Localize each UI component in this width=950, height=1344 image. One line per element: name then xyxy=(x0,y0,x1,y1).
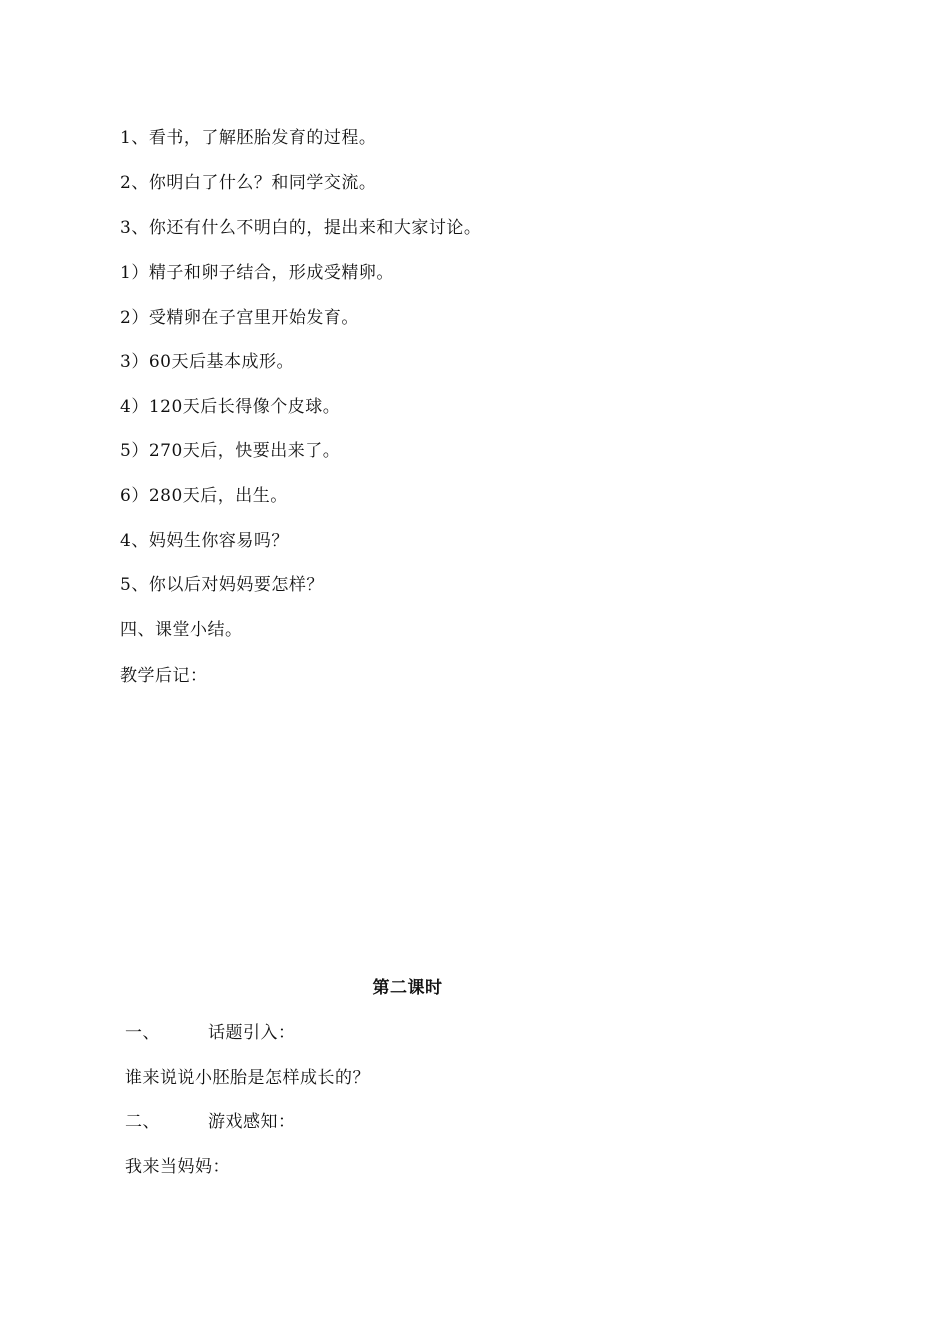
topic-intro-item xyxy=(125,1022,296,1044)
game-perception-item xyxy=(125,1111,296,1133)
question-treat-mother: 5、你以后对妈妈要怎样？ xyxy=(120,575,324,595)
game-perception-number: 二、 xyxy=(125,1112,160,1132)
game-role-play: 我来当妈妈： xyxy=(125,1157,230,1177)
topic-intro-text: 话题引入： xyxy=(208,1023,296,1043)
game-perception-text: 游戏感知： xyxy=(208,1112,296,1132)
question-mother-birth: 4、妈妈生你容易吗？ xyxy=(120,531,289,551)
stage-270-days: 5）270天后，快要出来了。 xyxy=(120,441,341,461)
topic-intro-question: 谁来说说小胚胎是怎样成长的？ xyxy=(125,1068,370,1088)
class-summary: 四、课堂小结。 xyxy=(120,620,243,640)
step-ask-questions: 3、你还有什么不明白的，提出来和大家讨论。 xyxy=(120,218,482,238)
stage-120-days: 4）120天后长得像个皮球。 xyxy=(120,397,341,417)
section-heading: 第二课时 xyxy=(372,978,443,998)
stage-280-days: 6）280天后，出生。 xyxy=(120,486,288,506)
step-understand-share: 2、你明白了什么？和同学交流。 xyxy=(120,173,377,193)
topic-intro-number: 一、 xyxy=(125,1023,160,1043)
step-read-book: 1、看书，了解胚胎发育的过程。 xyxy=(120,128,377,148)
stage-60-days: 3）60天后基本成形。 xyxy=(120,352,294,372)
stage-fertilization: 1）精子和卵子结合，形成受精卵。 xyxy=(120,263,394,283)
stage-development-begins: 2）受精卵在子宫里开始发育。 xyxy=(120,308,359,328)
teaching-notes-label: 教学后记： xyxy=(120,666,208,686)
